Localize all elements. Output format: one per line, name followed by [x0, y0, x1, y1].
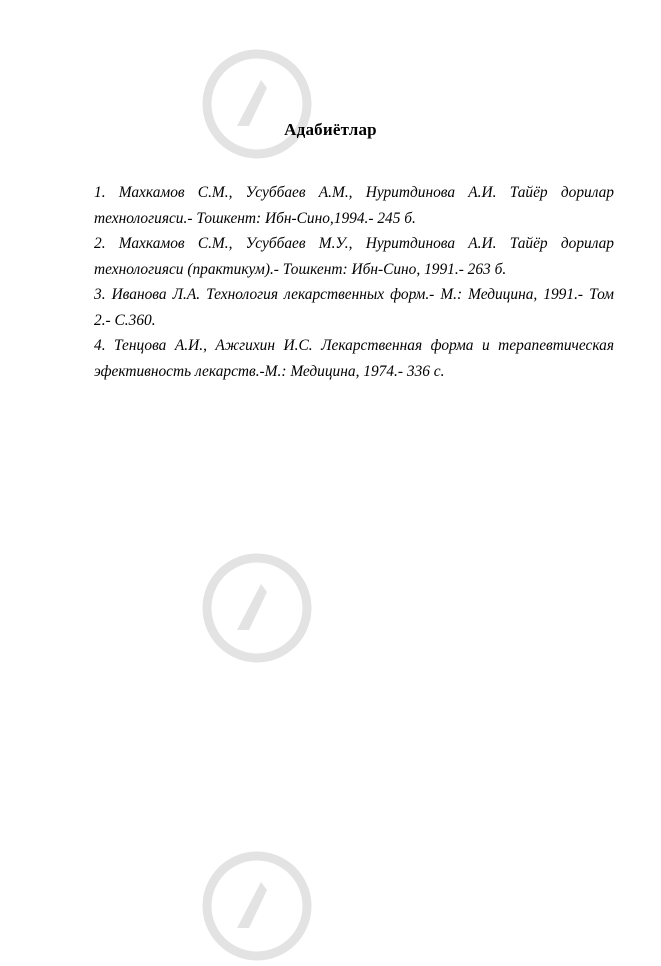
watermark-logo-icon: [197, 548, 317, 668]
watermark-logo-icon: [197, 846, 317, 966]
page-title: Адабиётлар: [284, 120, 377, 139]
watermark-logo-icon: [197, 44, 317, 164]
reference-item: 3. Иванова Л.А. Технология лекарственных форм.- М.: Медицина, 1991.- Том 2.- С.360.: [94, 286, 614, 329]
reference-list: [94, 180, 614, 384]
reference-item: 2. Махкамов С.М., Усуббаев М.У., Нуритдинова А.И. Тайёр дорилар технологияси (практикум).- Тошкент: Ибн-Сино, 1991.- 263 б.: [94, 235, 614, 278]
reference-item: 1. Махкамов С.М., Усуббаев А.М., Нуритдинова А.И. Тайёр дорилар технологияси.- Тошкент: Ибн-Сино,1994.- 245 б.: [94, 184, 614, 227]
reference-item: 4. Тенцова А.И., Ажгихин И.С. Лекарственная форма и терапевтическая эфективность лекарств.-М.: Медицина, 1974.- 336 с.: [94, 337, 614, 380]
